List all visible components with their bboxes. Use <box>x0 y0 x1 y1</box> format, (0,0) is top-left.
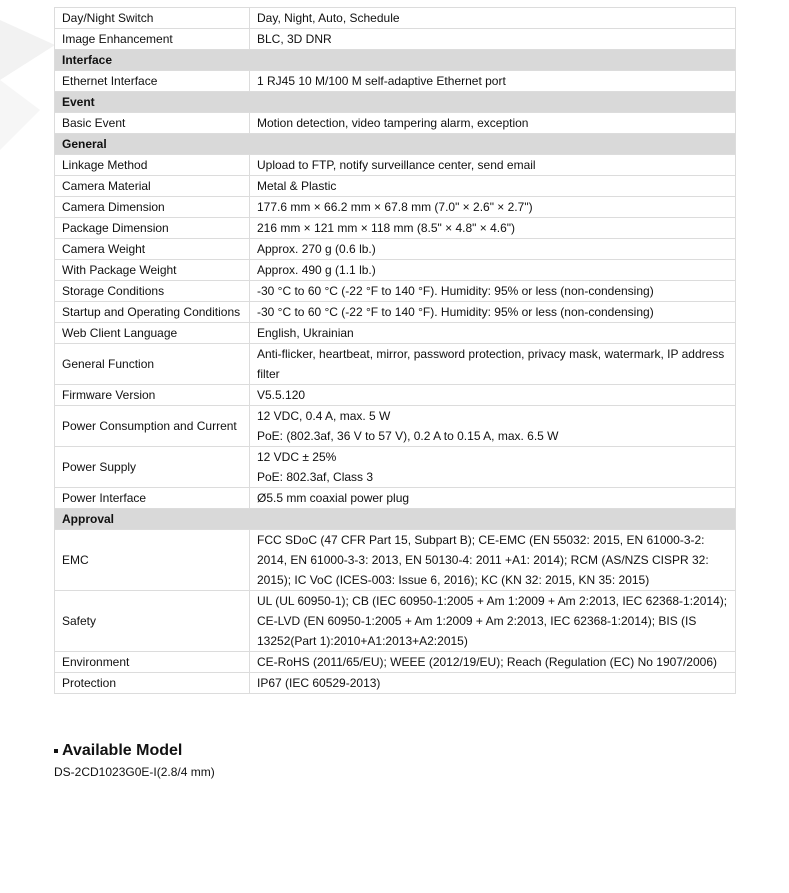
spec-value-line: -30 °C to 60 °C (-22 °F to 140 °F). Humidity: 95% or less (non-condensing) <box>257 284 654 298</box>
spec-row <box>55 218 736 239</box>
spec-value-line: English, Ukrainian <box>257 326 354 340</box>
spec-value <box>250 302 736 323</box>
spec-value-line: Approx. 270 g (0.6 lb.) <box>257 242 376 256</box>
spec-value-line: PoE: (802.3af, 36 V to 57 V), 0.2 A to 0.15 A, max. 6.5 W <box>257 429 559 443</box>
spec-label: Power Consumption and Current <box>55 406 250 447</box>
spec-row <box>55 29 736 50</box>
spec-value <box>250 29 736 50</box>
section-title: Interface <box>55 50 736 71</box>
spec-label: General Function <box>55 344 250 385</box>
spec-value <box>250 176 736 197</box>
spec-label: Image Enhancement <box>55 29 250 50</box>
spec-row <box>55 530 736 591</box>
spec-label: Environment <box>55 652 250 673</box>
spec-value <box>250 281 736 302</box>
spec-value <box>250 344 736 385</box>
spec-row <box>55 302 736 323</box>
spec-row <box>55 591 736 652</box>
available-model-heading <box>54 742 182 760</box>
spec-value-line: PoE: 802.3af, Class 3 <box>257 470 374 484</box>
spec-value <box>250 652 736 673</box>
spec-row <box>55 323 736 344</box>
spec-value-line: IP67 (IEC 60529-2013) <box>257 676 381 690</box>
bullet-icon <box>54 749 58 753</box>
spec-row <box>55 447 736 488</box>
spec-label: Startup and Operating Conditions <box>55 302 250 323</box>
spec-label: Package Dimension <box>55 218 250 239</box>
spec-row <box>55 239 736 260</box>
spec-label: Camera Material <box>55 176 250 197</box>
spec-row <box>55 8 736 29</box>
spec-label: Power Interface <box>55 488 250 509</box>
decorative-logo-shape <box>0 0 60 160</box>
spec-label: Safety <box>55 591 250 652</box>
spec-value <box>250 673 736 694</box>
spec-label: Day/Night Switch <box>55 8 250 29</box>
section-title: General <box>55 134 736 155</box>
spec-value <box>250 8 736 29</box>
spec-value-line: Metal & Plastic <box>257 179 337 193</box>
spec-row <box>55 113 736 134</box>
spec-value-line: 12 VDC ± 25% <box>257 450 337 464</box>
spec-row <box>55 652 736 673</box>
spec-row <box>55 673 736 694</box>
spec-row <box>55 344 736 385</box>
spec-value-line: BLC, 3D DNR <box>257 32 332 46</box>
spec-value <box>250 155 736 176</box>
spec-row <box>55 197 736 218</box>
model-number: DS-2CD1023G0E-I(2.8/4 mm) <box>54 765 215 779</box>
spec-value <box>250 323 736 344</box>
spec-value-line: Ø5.5 mm coaxial power plug <box>257 491 410 505</box>
section-title: Approval <box>55 509 736 530</box>
spec-value-line: UL (UL 60950-1); CB (IEC 60950-1:2005 + Am 1:2009 + Am 2:2013, IEC 62368-1:2014); CE-LVD (EN 60950-1:2005 + Am 1:2009 + Am 2:2013, IEC 62368-1:2014); BIS (IS 13252(Part 1):2010+A1:2013+A2:2015) <box>257 594 728 648</box>
spec-label: Web Client Language <box>55 323 250 344</box>
spec-value <box>250 113 736 134</box>
spec-value-line: 1 RJ45 10 M/100 M self-adaptive Ethernet port <box>257 74 506 88</box>
spec-value-line: Upload to FTP, notify surveillance center, send email <box>257 158 536 172</box>
spec-value <box>250 406 736 447</box>
spec-row <box>55 385 736 406</box>
spec-value <box>250 447 736 488</box>
spec-value <box>250 530 736 591</box>
spec-label: Storage Conditions <box>55 281 250 302</box>
spec-label: Camera Weight <box>55 239 250 260</box>
spec-value-line: V5.5.120 <box>257 388 306 402</box>
spec-label: Protection <box>55 673 250 694</box>
spec-value-line: Day, Night, Auto, Schedule <box>257 11 400 25</box>
spec-value-line: -30 °C to 60 °C (-22 °F to 140 °F). Humidity: 95% or less (non-condensing) <box>257 305 654 319</box>
spec-label: Linkage Method <box>55 155 250 176</box>
section-header <box>55 509 736 530</box>
spec-row <box>55 281 736 302</box>
section-header <box>55 92 736 113</box>
spec-label: Camera Dimension <box>55 197 250 218</box>
spec-value <box>250 239 736 260</box>
spec-row <box>55 406 736 447</box>
spec-label: EMC <box>55 530 250 591</box>
spec-label: Power Supply <box>55 447 250 488</box>
spec-value <box>250 218 736 239</box>
spec-row <box>55 488 736 509</box>
spec-value-line: Motion detection, video tampering alarm, exception <box>257 116 529 130</box>
spec-row <box>55 260 736 281</box>
spec-value <box>250 591 736 652</box>
spec-value <box>250 488 736 509</box>
spec-value-line: 177.6 mm × 66.2 mm × 67.8 mm (7.0" × 2.6" × 2.7") <box>257 200 533 214</box>
spec-value-line: FCC SDoC (47 CFR Part 15, Subpart B); CE-EMC (EN 55032: 2015, EN 61000-3-2: 2014, EN 61000-3-3: 2013, EN 50130-4: 2011 +A1: 2014); RCM (AS/NZS CISPR 32: 2015); IC VoC (ICES-003: Issue 6, 2016); KC (KN 32: 2015, KN 35: 2015) <box>257 533 709 587</box>
spec-label: With Package Weight <box>55 260 250 281</box>
spec-value-line: Anti-flicker, heartbeat, mirror, password protection, privacy mask, watermark, IP address filter <box>257 347 725 381</box>
spec-value <box>250 197 736 218</box>
section-header <box>55 134 736 155</box>
spec-row <box>55 71 736 92</box>
spec-label: Ethernet Interface <box>55 71 250 92</box>
spec-label: Firmware Version <box>55 385 250 406</box>
spec-value-line: 216 mm × 121 mm × 118 mm (8.5" × 4.8" × 4.6") <box>257 221 516 235</box>
spec-row <box>55 176 736 197</box>
spec-label: Basic Event <box>55 113 250 134</box>
spec-value <box>250 260 736 281</box>
section-title: Event <box>55 92 736 113</box>
spec-value-line: CE-RoHS (2011/65/EU); WEEE (2012/19/EU); Reach (Regulation (EC) No 1907/2006) <box>257 655 717 669</box>
spec-value-line: Approx. 490 g (1.1 lb.) <box>257 263 376 277</box>
spec-value <box>250 385 736 406</box>
spec-value <box>250 71 736 92</box>
spec-row <box>55 155 736 176</box>
spec-value-line: 12 VDC, 0.4 A, max. 5 W <box>257 409 391 423</box>
spec-table <box>54 7 736 694</box>
section-header <box>55 50 736 71</box>
heading-text: Available Model <box>62 742 183 759</box>
